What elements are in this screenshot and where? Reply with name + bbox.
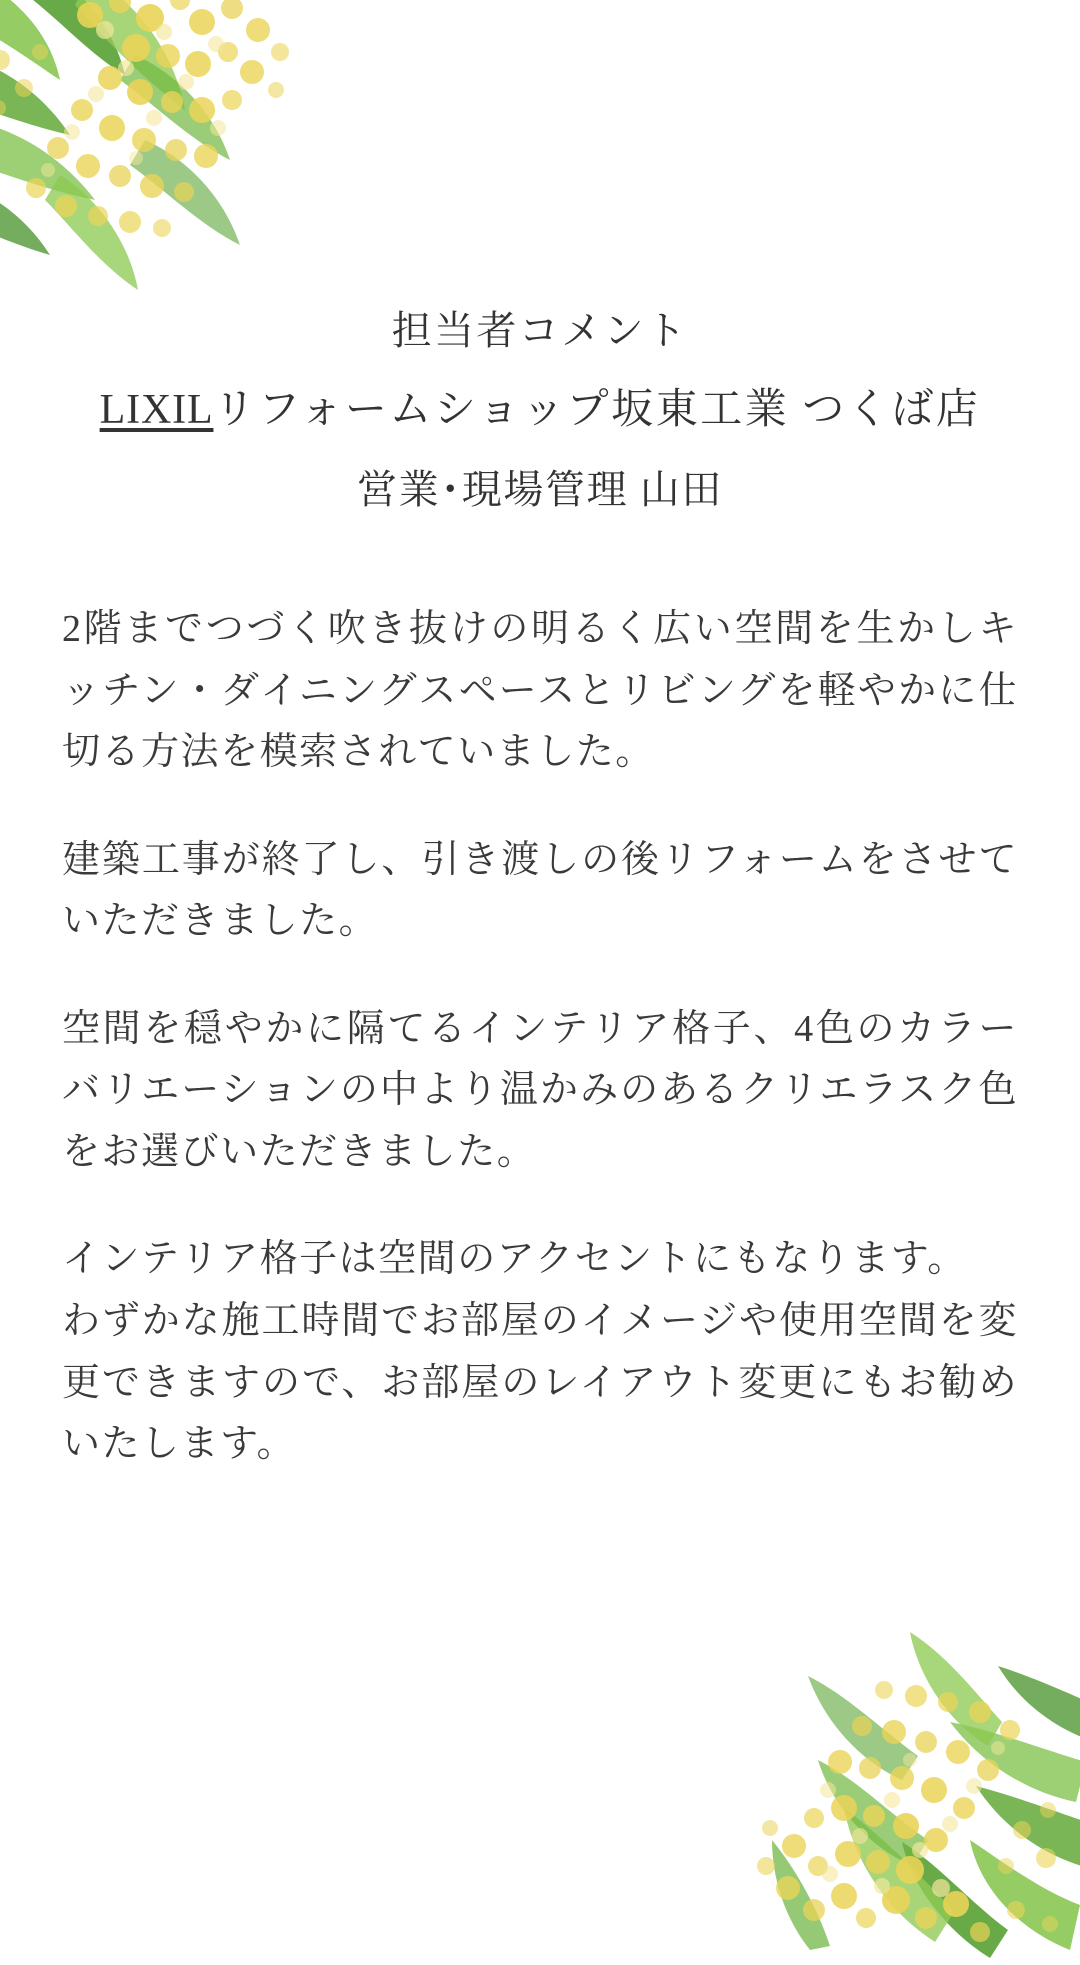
paragraph-2: 建築工事が終了し、引き渡しの後リフォームをさせていただきました。 (62, 838, 1018, 943)
paragraph-1: 2階までつづく吹き抜けの明るく広い空間を生かしキッチン・ダイニングスペースとリビングを軽やかに仕切る方法を模索されていました。 (62, 608, 1018, 774)
paragraph-4: インテリア格子は空間のアクセントにもなります。 (62, 1238, 967, 1281)
comment-body (0, 599, 1080, 1476)
shop-line (0, 378, 1080, 443)
paragraph-3: 空間を穏やかに隔てるインテリア格子、4色のカラーバリエーションの中より温かみのあるクリエラスク色をお選びいただきました。 (62, 1007, 1018, 1173)
page-title: 担当者コメント (391, 308, 689, 353)
brand-name: LIXIL (99, 387, 214, 433)
page-header (0, 0, 1080, 521)
author-role-name: 営業･現場管理 山田 (357, 467, 723, 513)
shop-name: リフォームショップ坂東工業 つくば店 (213, 387, 981, 433)
paragraph-5: わずかな施工時間でお部屋のイメージや使用空間を変更できますので、お部屋のレイアウト変更にもお勧めいたします。 (62, 1300, 1018, 1466)
